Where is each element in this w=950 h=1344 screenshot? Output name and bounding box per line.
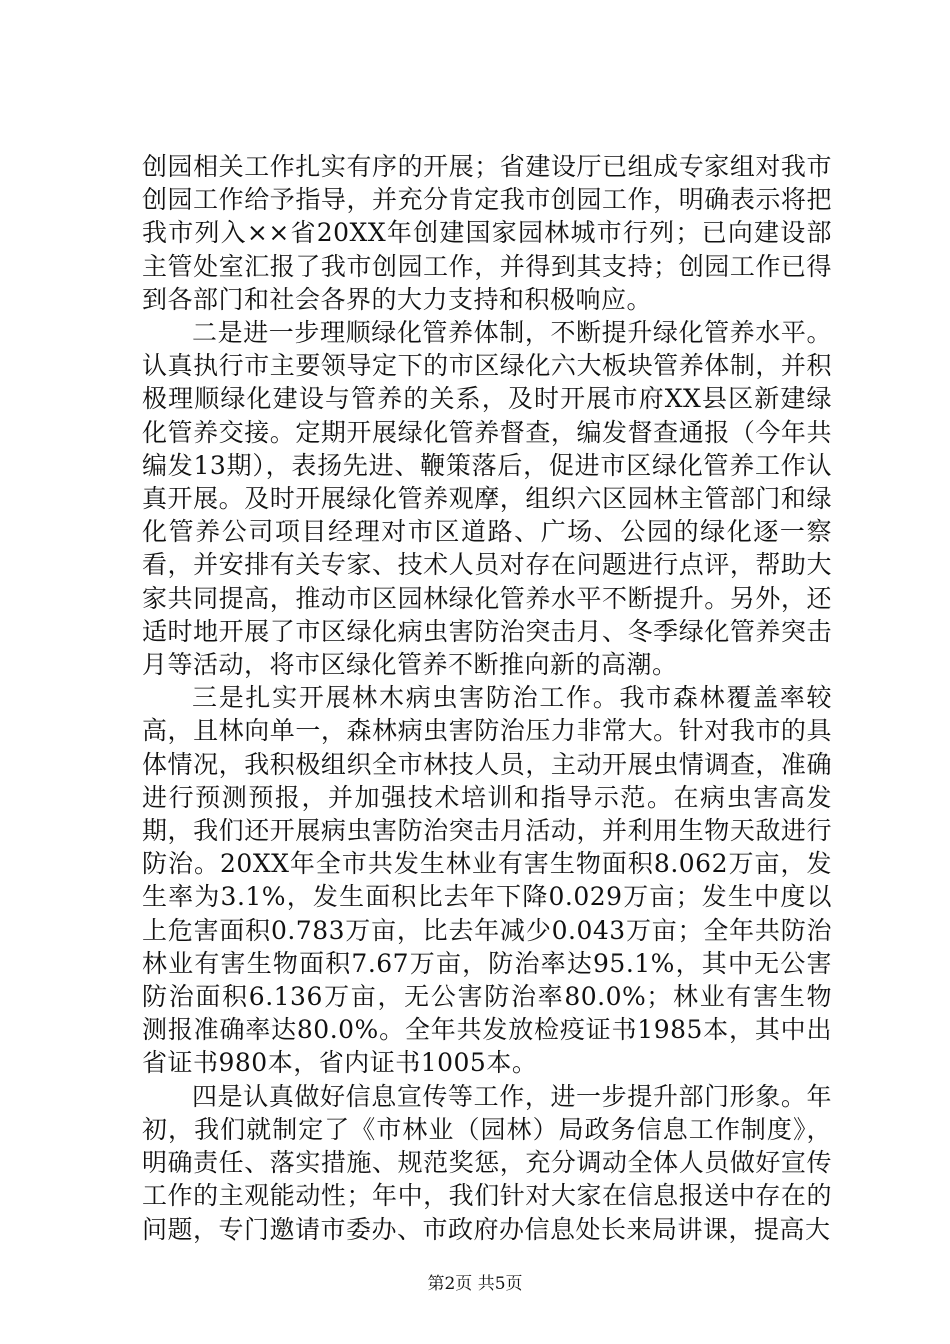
page-number-footer: 第2页 共5页 (427, 1274, 523, 1294)
paragraph-4: 四是认真做好信息宣传等工作，进一步提升部门形象。年初，我们就制定了《市林业（园林）局政务信息工作制度》，明确责任、落实措施、规范奖惩，充分调动全体人员做好宣传工作的主观能动性；年中，我们针对大家在信息报送中存在的问题，专门邀请市委办、市政府办信息处长来局讲课，提高大 (142, 1081, 832, 1244)
paragraph-2: 二是进一步理顺绿化管养体制，不断提升绿化管养水平。认真执行市主要领导定下的市区绿化六大板块管养体制，并积极理顺绿化建设与管养的关系，及时开展市府XX县区新建绿化管养交接。定期开展绿化管养督查，编发督查通报（今年共编发13期），表扬先进、鞭策落后，促进市区绿化管养工作认真开展。及时开展绿化管养观摩，组织六区园林主管部门和绿化管养公司项目经理对市区道路、广场、公园的绿化逐一察看，并安排有关专家、技术人员对存在问题进行点评，帮助大家共同提高，推动市区园林绿化管养水平不断提升。另外，还适时地开展了市区绿化病虫害防治突击月、冬季绿化管养突击月等活动，将市区绿化管养不断推向新的高潮。 (142, 318, 832, 680)
document-body (142, 150, 832, 1246)
paragraph-1: 创园相关工作扎实有序的开展；省建设厅已组成专家组对我市创园工作给予指导，并充分肯定我市创园工作，明确表示将把我市列入××省20XX年创建国家园林城市行列；已向建设部主管处室汇报了我市创园工作，并得到其支持；创园工作已得到各部门和社会各界的大力支持和积极响应。 (142, 152, 832, 314)
paragraph-3: 三是扎实开展林木病虫害防治工作。我市森林覆盖率较高，且林向单一，森林病虫害防治压力非常大。针对我市的具体情况，我积极组织全市林技人员，主动开展虫情调查，准确进行预测预报，并加强技术培训和指导示范。在病虫害高发期，我们还开展病虫害防治突击月活动，并利用生物天敌进行防治。20XX年全市共发生林业有害生物面积8.062万亩，发生率为3.1%，发生面积比去年下降0.029万亩；发生中度以上危害面积0.783万亩，比去年减少0.043万亩；全年共防治林业有害生物面积7.67万亩，防治率达95.1%，其中无公害防治面积6.136万亩，无公害防治率80.0%；林业有害生物测报准确率达80.0%。全年共发放检疫证书1985本，其中出省证书980本，省内证书1005本。 (142, 683, 832, 1078)
